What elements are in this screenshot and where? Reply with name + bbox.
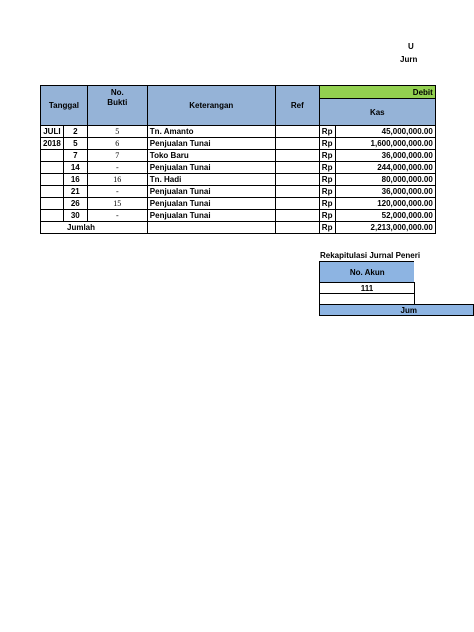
ref-cell xyxy=(275,126,319,138)
month-cell: 2018 xyxy=(41,138,64,150)
rekap-spacer xyxy=(414,283,473,294)
currency-cell: Rp xyxy=(319,126,335,138)
bukti-cell: - xyxy=(87,210,147,222)
ref-cell xyxy=(275,198,319,210)
table-row xyxy=(41,198,436,210)
rekap-spacer xyxy=(414,294,473,305)
currency-cell: Rp xyxy=(319,162,335,174)
col-no-bukti-line1: No. xyxy=(110,88,124,97)
amount-cell: 36,000,000.00 xyxy=(335,150,435,162)
table-row xyxy=(41,186,436,198)
table-row xyxy=(41,138,436,150)
table-row xyxy=(41,162,436,174)
bukti-cell: 16 xyxy=(87,174,147,186)
keterangan-cell: Penjualan Tunai xyxy=(147,138,275,150)
rekap-header-spacer xyxy=(414,262,473,283)
month-cell xyxy=(41,186,64,198)
day-cell: 16 xyxy=(63,174,87,186)
total-row xyxy=(41,222,436,234)
keterangan-cell: Tn. Amanto xyxy=(147,126,275,138)
currency-cell: Rp xyxy=(319,150,335,162)
bukti-cell: 6 xyxy=(87,138,147,150)
rekap-akun-cell: 111 xyxy=(320,283,415,294)
col-debit: Debit xyxy=(319,86,435,99)
day-cell: 30 xyxy=(63,210,87,222)
table-row xyxy=(41,150,436,162)
rekap-table xyxy=(319,261,474,316)
month-cell xyxy=(41,174,64,186)
month-cell xyxy=(41,150,64,162)
ref-cell xyxy=(275,186,319,198)
report-title-line1: U xyxy=(408,42,414,51)
ref-cell xyxy=(275,210,319,222)
amount-cell: 45,000,000.00 xyxy=(335,126,435,138)
day-cell: 2 xyxy=(63,126,87,138)
total-amount-cell: 2,213,000,000.00 xyxy=(335,222,435,234)
currency-cell: Rp xyxy=(319,186,335,198)
total-label: Jumlah xyxy=(41,222,148,234)
day-cell: 5 xyxy=(63,138,87,150)
amount-cell: 120,000,000.00 xyxy=(335,198,435,210)
col-tanggal: Tanggal xyxy=(41,86,88,126)
currency-cell: Rp xyxy=(319,174,335,186)
bukti-cell: 15 xyxy=(87,198,147,210)
keterangan-cell: Tn. Hadi xyxy=(147,174,275,186)
month-cell xyxy=(41,162,64,174)
keterangan-cell: Penjualan Tunai xyxy=(147,186,275,198)
day-cell: 7 xyxy=(63,150,87,162)
ref-cell xyxy=(275,138,319,150)
bukti-cell: 7 xyxy=(87,150,147,162)
table-row xyxy=(41,126,436,138)
bukti-cell: 5 xyxy=(87,126,147,138)
currency-cell: Rp xyxy=(319,198,335,210)
col-ref: Ref xyxy=(275,86,319,126)
bukti-cell: - xyxy=(87,162,147,174)
day-cell: 21 xyxy=(63,186,87,198)
journal-table xyxy=(40,85,436,234)
keterangan-cell: Toko Baru xyxy=(147,150,275,162)
currency-cell: Rp xyxy=(319,210,335,222)
col-no-bukti xyxy=(87,86,147,126)
col-no-bukti-line2: Bukti xyxy=(107,98,128,107)
day-cell: 14 xyxy=(63,162,87,174)
amount-cell: 80,000,000.00 xyxy=(335,174,435,186)
ref-cell xyxy=(275,162,319,174)
amount-cell: 244,000,000.00 xyxy=(335,162,435,174)
total-ref-cell xyxy=(275,222,319,234)
month-cell xyxy=(41,210,64,222)
ref-cell xyxy=(275,150,319,162)
total-currency-cell: Rp xyxy=(319,222,335,234)
amount-cell: 36,000,000.00 xyxy=(335,186,435,198)
col-kas: Kas xyxy=(319,99,435,126)
keterangan-cell: Penjualan Tunai xyxy=(147,210,275,222)
rekap-total-label: Jum xyxy=(320,305,474,316)
amount-cell: 1,600,000,000.00 xyxy=(335,138,435,150)
currency-cell: Rp xyxy=(319,138,335,150)
table-row xyxy=(41,210,436,222)
total-keterangan-cell xyxy=(147,222,275,234)
day-cell: 26 xyxy=(63,198,87,210)
rekap-akun-cell xyxy=(320,294,415,305)
col-keterangan: Keterangan xyxy=(147,86,275,126)
month-cell xyxy=(41,198,64,210)
keterangan-cell: Penjualan Tunai xyxy=(147,198,275,210)
keterangan-cell: Penjualan Tunai xyxy=(147,162,275,174)
amount-cell: 52,000,000.00 xyxy=(335,210,435,222)
month-cell: JULI xyxy=(41,126,64,138)
rekap-title: Rekapitulasi Jurnal Peneri xyxy=(320,251,421,260)
report-title-line2: Jurn xyxy=(400,55,418,64)
rekap-col-no-akun: No. Akun xyxy=(320,262,415,283)
table-row xyxy=(41,174,436,186)
bukti-cell: - xyxy=(87,186,147,198)
ref-cell xyxy=(275,174,319,186)
